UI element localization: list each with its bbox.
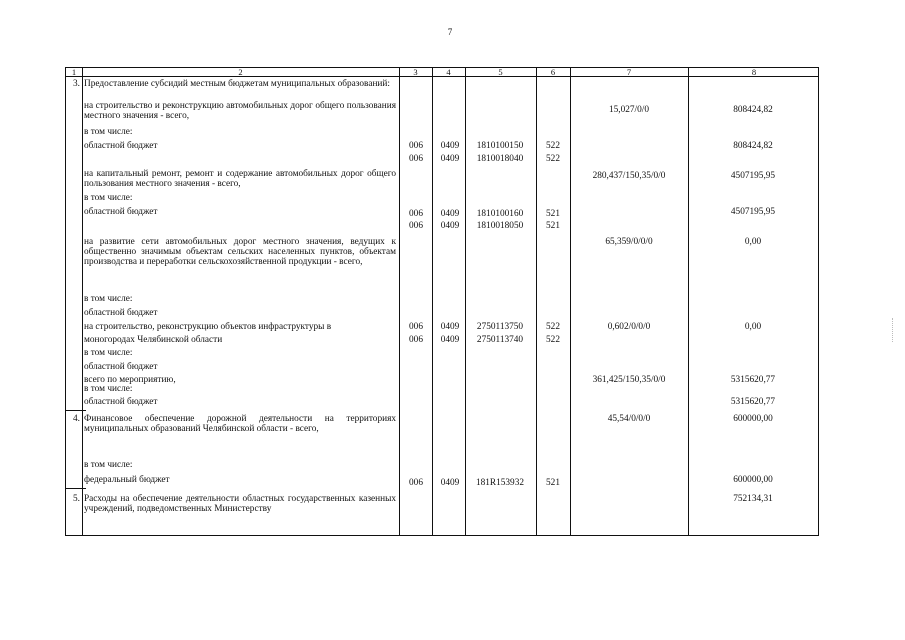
column-divider bbox=[536, 68, 537, 535]
header-col-6: 6 bbox=[550, 67, 556, 77]
row-description: в том числе: bbox=[84, 294, 133, 304]
column-divider bbox=[82, 68, 83, 535]
row-description: областной бюджет bbox=[84, 308, 158, 318]
row-description: в том числе: bbox=[84, 193, 133, 203]
row-description: на капитальный ремонт, ремонт и содержание автомобильных дорог общего пользования местного значения - всего, bbox=[84, 169, 396, 189]
row-description: в том числе: bbox=[84, 384, 133, 394]
row-code-ministry: 006 bbox=[409, 322, 423, 332]
row-description: областной бюджет bbox=[84, 362, 158, 372]
row-code-target: 1810100150 bbox=[476, 141, 524, 151]
header-col-1: 1 bbox=[71, 67, 77, 77]
row-code-target: 2750113740 bbox=[476, 335, 524, 345]
row-description: в том числе: bbox=[84, 460, 133, 470]
row-code-target: 1810018040 bbox=[476, 154, 524, 164]
row-indicator-value: 361,425/150,35/0/0 bbox=[592, 375, 666, 385]
row-code-target: 2750113750 bbox=[476, 322, 524, 332]
column-divider bbox=[432, 68, 433, 535]
budget-table bbox=[65, 67, 819, 536]
row-description: в том числе: bbox=[84, 127, 133, 137]
row-code-expense: 521 bbox=[546, 221, 560, 231]
section-separator bbox=[66, 488, 86, 489]
header-col-7: 7 bbox=[626, 67, 632, 77]
row-code-target: 181R153932 bbox=[475, 478, 525, 488]
row-code-section: 0409 bbox=[440, 221, 460, 231]
section-5-title: Расходы на обеспечение деятельности областных государственных казенных учреждений, подведомственных Министерству bbox=[84, 494, 396, 514]
row-amount: 4507195,95 bbox=[730, 171, 776, 181]
row-code-section: 0409 bbox=[440, 322, 460, 332]
row-number-4: 4. bbox=[73, 414, 80, 424]
row-code-section: 0409 bbox=[440, 335, 460, 345]
row-code-ministry: 006 bbox=[409, 209, 423, 219]
row-indicator-value: 45,54/0/0/0 bbox=[607, 414, 651, 424]
row-code-expense: 522 bbox=[546, 322, 560, 332]
section-separator bbox=[66, 410, 86, 411]
row-code-expense: 521 bbox=[546, 209, 560, 219]
header-col-5: 5 bbox=[498, 67, 503, 77]
row-indicator-value: 65,359/0/0/0 bbox=[605, 237, 653, 247]
row-description: на строительство, реконструкцию объектов инфраструктуры в bbox=[84, 322, 332, 332]
row-code-ministry: 006 bbox=[409, 221, 423, 231]
row-description: федеральный бюджет bbox=[84, 475, 170, 485]
row-amount: 600000,00 bbox=[733, 414, 773, 424]
column-divider bbox=[688, 68, 689, 535]
row-description: на строительство и реконструкцию автомобильных дорог общего пользования местного значения - всего, bbox=[84, 101, 396, 121]
column-divider bbox=[570, 68, 571, 535]
row-code-ministry: 006 bbox=[409, 154, 423, 164]
header-col-2: 2 bbox=[238, 67, 243, 77]
row-amount: 0,00 bbox=[744, 322, 762, 332]
row-number-5: 5. bbox=[73, 494, 80, 504]
row-description: областной бюджет bbox=[84, 397, 158, 407]
row-description: всего по мероприятию, bbox=[84, 375, 176, 385]
row-indicator-value: 0,602/0/0/0 bbox=[607, 322, 651, 332]
row-code-expense: 522 bbox=[546, 335, 560, 345]
row-code-ministry: 006 bbox=[409, 335, 423, 345]
row-amount: 808424,82 bbox=[733, 141, 773, 151]
row-code-ministry: 006 bbox=[409, 141, 423, 151]
header-col-8: 8 bbox=[751, 67, 757, 77]
row-amount: 0,00 bbox=[744, 237, 762, 247]
column-divider bbox=[399, 68, 400, 535]
row-amount: 808424,82 bbox=[733, 105, 773, 115]
row-code-expense: 522 bbox=[546, 141, 560, 151]
row-number-3: 3. bbox=[73, 79, 80, 89]
row-indicator-value: 280,437/150,35/0/0 bbox=[592, 171, 666, 181]
table-header bbox=[66, 68, 818, 77]
row-code-section: 0409 bbox=[440, 141, 460, 151]
row-code-target: 1810018050 bbox=[476, 221, 524, 231]
row-amount: 5315620,77 bbox=[730, 397, 776, 407]
page-number: 7 bbox=[447, 27, 453, 37]
scan-margin-marks bbox=[892, 318, 896, 342]
row-code-expense: 522 bbox=[546, 154, 560, 164]
row-amount: 5315620,77 bbox=[730, 375, 776, 385]
row-code-expense: 521 bbox=[546, 478, 560, 488]
row-code-section: 0409 bbox=[440, 478, 460, 488]
row-code-ministry: 006 bbox=[409, 478, 423, 488]
row-amount: 752134,31 bbox=[733, 494, 773, 504]
row-description: в том числе: bbox=[84, 348, 133, 358]
row-code-section: 0409 bbox=[440, 209, 460, 219]
row-code-section: 0409 bbox=[440, 154, 460, 164]
header-col-4: 4 bbox=[446, 67, 451, 77]
row-amount: 4507195,95 bbox=[730, 207, 776, 217]
row-code-target: 1810100160 bbox=[476, 209, 524, 219]
section-4-title: Финансовое обеспечение дорожной деятельности на территориях муниципальных образований Челябинской области - всего, bbox=[84, 414, 396, 434]
row-description: моногородах Челябинской области bbox=[84, 335, 223, 345]
header-col-3: 3 bbox=[413, 67, 418, 77]
column-divider bbox=[465, 68, 466, 535]
section-3-title: Предоставление субсидий местным бюджетам муниципальных образований: bbox=[84, 79, 390, 89]
row-description: областной бюджет bbox=[84, 141, 158, 151]
row-description: на развитие сети автомобильных дорог местного значения, ведущих к общественно значимым объектам сельских населенных пунктов, объектам производства и переработки сельскохозяйственной продукции - всего, bbox=[84, 237, 396, 267]
row-indicator-value: 15,027/0/0 bbox=[608, 105, 650, 115]
row-description: областной бюджет bbox=[84, 207, 158, 217]
row-amount: 600000,00 bbox=[733, 475, 773, 485]
